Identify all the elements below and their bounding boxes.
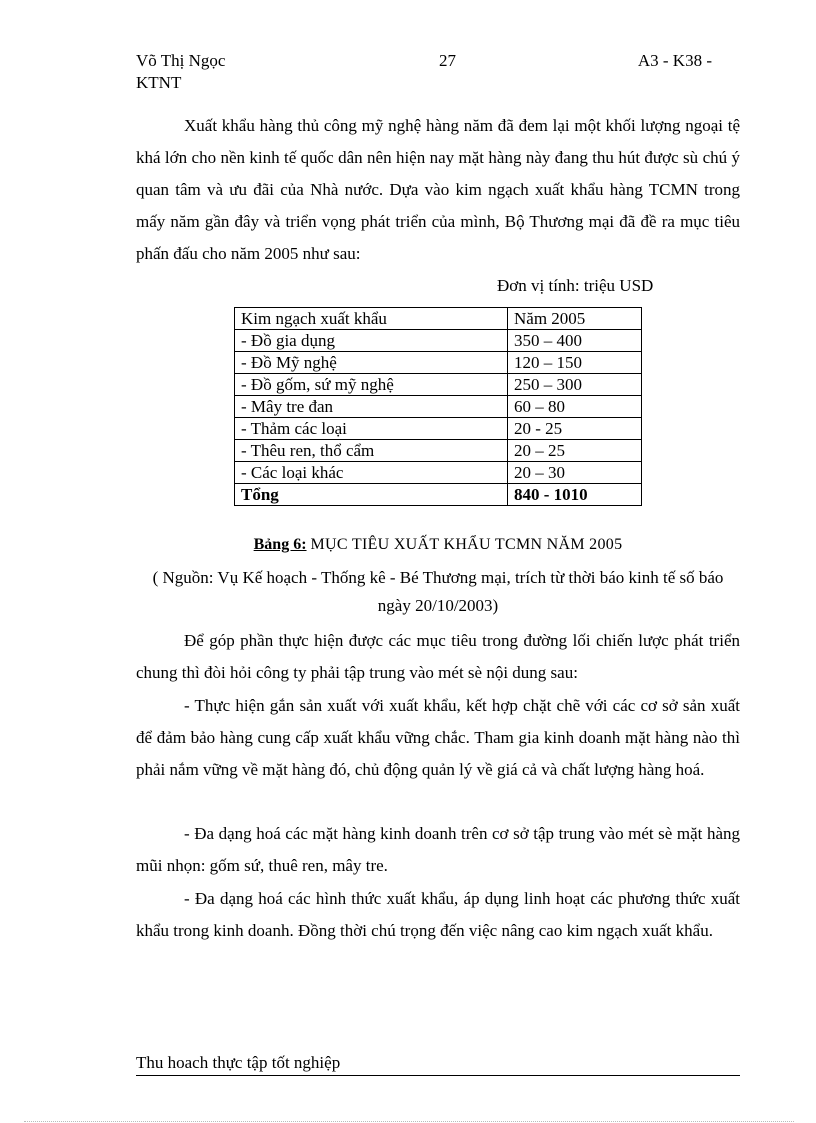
table-row bbox=[235, 418, 642, 440]
table-cell-item: - Các loại khác bbox=[235, 462, 508, 484]
table-cell-item: - Đồ gốm, sứ mỹ nghệ bbox=[235, 374, 508, 396]
export-target-table bbox=[234, 307, 642, 506]
page-header bbox=[136, 50, 740, 94]
table-cell-value: 350 – 400 bbox=[508, 330, 642, 352]
caption-label: Bảng 6: bbox=[253, 536, 307, 553]
footer-divider bbox=[136, 1075, 740, 1076]
table-cell-value: 20 – 30 bbox=[508, 462, 642, 484]
body-paragraph: - Đa dạng hoá các hình thức xuất khẩu, áp dụng linh hoạt các phương thức xuất khẩu trong kinh doanh. Đồng thời chú trọng đến việc nâng cao kim ngạch xuất khẩu. bbox=[136, 889, 740, 940]
table-row bbox=[235, 352, 642, 374]
table-header-cell: Năm 2005 bbox=[508, 308, 642, 330]
table-total-label: Tổng bbox=[235, 484, 508, 506]
table-cell-value: 250 – 300 bbox=[508, 374, 642, 396]
table-total-row bbox=[235, 484, 642, 506]
table-header-row bbox=[235, 308, 642, 330]
table-total-value: 840 - 1010 bbox=[508, 484, 642, 506]
table-caption bbox=[136, 533, 740, 557]
page-bottom-dotted-rule bbox=[24, 1121, 794, 1122]
source-note: ( Nguồn: Vụ Kế hoạch - Thống kê - Bé Thương mại, trích từ thời báo kinh tế số báo ngày 20/10/2003) bbox=[152, 568, 724, 615]
header-class: A3 - K38 - bbox=[637, 51, 712, 70]
table-cell-item: - Đồ Mỹ nghệ bbox=[235, 352, 508, 374]
page-number: 27 bbox=[439, 51, 456, 70]
header-author: Võ Thị Ngọc KTNT bbox=[136, 51, 226, 92]
body-paragraph: - Thực hiện gắn sản xuất với xuất khẩu, kết hợp chặt chẽ với các cơ sở sản xuất để đảm bảo hàng cung cấp xuất khẩu vững chắc. Tham gia kinh doanh mặt hàng nào thì phải nắm vững về mặt hàng đó, chủ động quản lý về giá cả và chất lượng hàng hoá. bbox=[136, 696, 740, 779]
table-row bbox=[235, 374, 642, 396]
page-footer: Thu hoach thực tập tốt nghiệp bbox=[136, 1053, 341, 1072]
body-paragraph: - Đa dạng hoá các mặt hàng kinh doanh trên cơ sở tập trung vào mét sè mặt hàng mũi nhọn: gốm sứ, thuê ren, mây tre. bbox=[136, 824, 740, 875]
table-cell-item: - Thêu ren, thổ cẩm bbox=[235, 440, 508, 462]
table-cell-value: 20 – 25 bbox=[508, 440, 642, 462]
table-header-cell: Kim ngạch xuất khẩu bbox=[235, 308, 508, 330]
table-row bbox=[235, 396, 642, 418]
table-cell-value: 120 – 150 bbox=[508, 352, 642, 374]
table-row bbox=[235, 440, 642, 462]
unit-note: Đơn vị tính: triệu USD bbox=[497, 276, 654, 295]
body-paragraph: Để góp phần thực hiện được các mục tiêu trong đường lối chiến lược phát triển chung thì đòi hỏi công ty phải tập trung vào mét sè nội dung sau: bbox=[136, 631, 740, 682]
table-cell-item: - Thảm các loại bbox=[235, 418, 508, 440]
table-cell-value: 20 - 25 bbox=[508, 418, 642, 440]
table-row bbox=[235, 330, 642, 352]
table-row bbox=[235, 462, 642, 484]
intro-paragraph: Xuất khẩu hàng thủ công mỹ nghệ hàng năm đã đem lại một khối lượng ngoại tệ khá lớn cho nền kinh tế quốc dân nên hiện nay mặt hàng này đang thu hút được sù chú ý quan tâm và ưu đãi của Nhà nước. Dựa vào kim ngạch xuất khẩu hàng TCMN trong mấy năm gần đây và triển vọng phát triển của mình, Bộ Thương mại đã đề ra mục tiêu phấn đấu cho năm 2005 như sau: bbox=[136, 116, 740, 263]
table-cell-item: - Đồ gia dụng bbox=[235, 330, 508, 352]
caption-title: MỤC TIÊU XUẤT KHẨU TCMN NĂM 2005 bbox=[310, 536, 623, 553]
table-cell-value: 60 – 80 bbox=[508, 396, 642, 418]
table-cell-item: - Mây tre đan bbox=[235, 396, 508, 418]
